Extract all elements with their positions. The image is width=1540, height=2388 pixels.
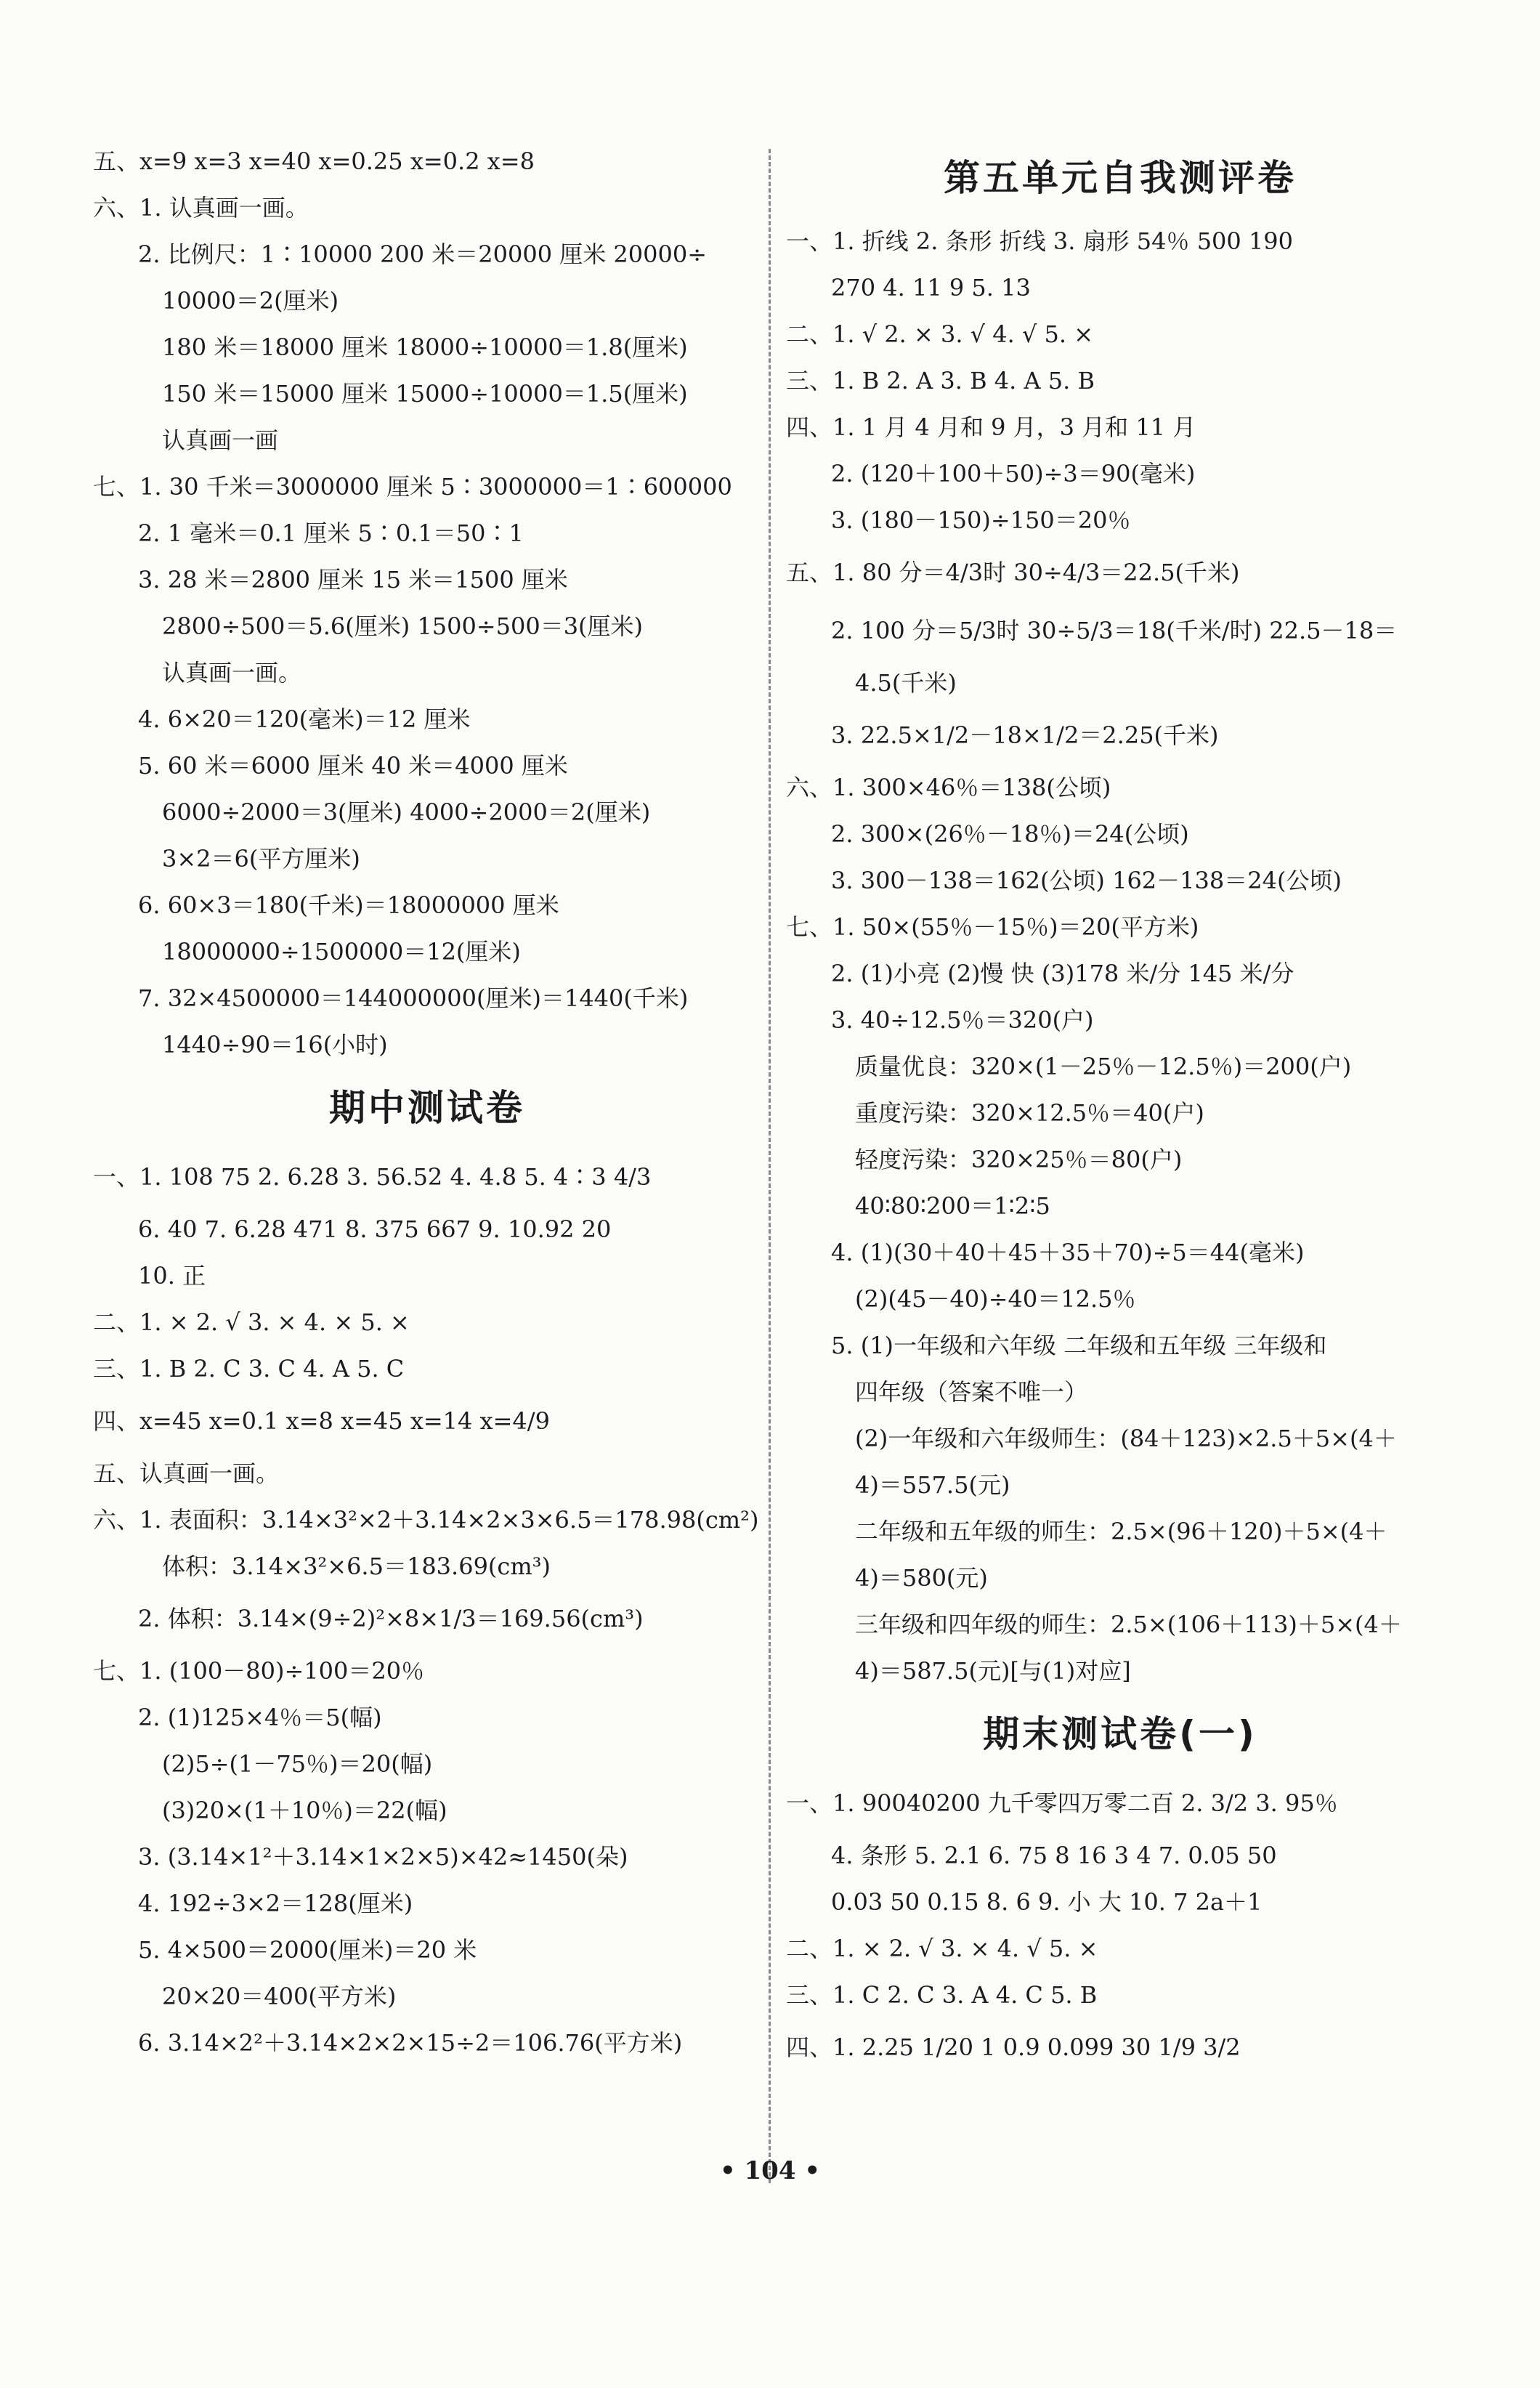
answer-line: 5. 60 米＝6000 厘米 40 米＝4000 厘米 — [138, 752, 568, 780]
answer-line: 三、1. B 2. C 3. C 4. A 5. C — [93, 1355, 405, 1383]
answer-line: 2. 100 分＝5/3时 30÷5/3＝18(千米/时) 22.5－18＝ — [831, 617, 1398, 644]
answer-line: 一、1. 108 75 2. 6.28 3. 56.52 4. 4.8 5. 4∶3 4/3 — [93, 1163, 652, 1191]
answer-line: 六、1. 认真画一画。 — [93, 194, 309, 222]
answer-line: 20×20＝400(平方米) — [162, 1983, 397, 2010]
answer-line: 五、x=9 x=3 x=40 x=0.25 x=0.2 x=8 — [93, 147, 535, 175]
answer-line: 2. (120＋100＋50)÷3＝90(毫米) — [831, 460, 1196, 487]
section-title: 第五单元自我测评卷 — [944, 157, 1297, 199]
answer-line: 5. (1)一年级和六年级 二年级和五年级 三年级和 — [831, 1332, 1327, 1359]
answer-line: 认真画一画。 — [162, 659, 302, 687]
answer-line: 2. 300×(26％－18％)＝24(公顷) — [831, 820, 1189, 848]
answer-line: 四、1. 1 月 4 月和 9 月，3 月和 11 月 — [786, 413, 1196, 441]
answer-line: 4)＝557.5(元) — [855, 1471, 1010, 1499]
answer-line: 七、1. 50×(55％－15％)＝20(平方米) — [786, 913, 1199, 941]
answer-line: 3. 28 米＝2800 厘米 15 米＝1500 厘米 — [138, 566, 568, 594]
answer-line: 2. (1)小亮 (2)慢 快 (3)178 米/分 145 米/分 — [831, 960, 1294, 987]
answer-line: 六、1. 表面积：3.14×3²×2＋3.14×2×3×6.5＝178.98(cm²) — [93, 1506, 759, 1534]
answer-line: 4.5(千米) — [855, 669, 957, 697]
answer-line: 四、1. 2.25 1/20 1 0.9 0.099 30 1/9 3/2 — [786, 2033, 1241, 2061]
answer-line: 6. 3.14×2²＋3.14×2×2×15÷2＝106.76(平方米) — [138, 2029, 683, 2057]
answer-line: 六、1. 300×46％＝138(公顷) — [786, 774, 1111, 801]
answer-line: 3. 40÷12.5％＝320(户) — [831, 1006, 1094, 1034]
answer-line: 4)＝587.5(元)[与(1)对应] — [855, 1657, 1131, 1685]
answer-line: 1440÷90＝16(小时) — [162, 1031, 388, 1059]
answer-line: 2. 体积：3.14×(9÷2)²×8×1/3＝169.56(cm³) — [138, 1605, 644, 1632]
answer-line: 轻度污染：320×25％＝80(户) — [855, 1146, 1183, 1173]
answer-line: (2)一年级和六年级师生：(84＋123)×2.5＋5×(4＋ — [855, 1425, 1397, 1452]
answer-line: 4. 6×20＝120(毫米)＝12 厘米 — [138, 705, 471, 733]
answer-line: 一、1. 90040200 九千零四万零二百 2. 3/2 3. 95％ — [786, 1789, 1338, 1817]
answer-line: 4)＝580(元) — [855, 1564, 988, 1592]
answer-line: 4. 条形 5. 2.1 6. 75 8 16 3 4 7. 0.05 50 — [831, 1842, 1277, 1869]
right-column — [786, 138, 1454, 2076]
answer-line: 质量优良：320×(1－25％－12.5％)＝200(户) — [855, 1053, 1352, 1080]
answer-line: 三、1. B 2. A 3. B 4. A 5. B — [786, 367, 1095, 394]
answer-line: 3. (180－150)÷150＝20％ — [831, 506, 1131, 534]
answer-line: 一、1. 折线 2. 条形 折线 3. 扇形 54％ 500 190 — [786, 227, 1294, 255]
answer-line: 七、1. (100－80)÷100＝20％ — [93, 1657, 425, 1685]
answer-line: 认真画一画 — [162, 426, 279, 454]
answer-line: (2)(45－40)÷40＝12.5％ — [855, 1285, 1136, 1313]
answer-line: 2. 比例尺：1∶10000 200 米＝20000 厘米 20000÷ — [138, 240, 708, 268]
answer-line: 5. 4×500＝2000(厘米)＝20 米 — [138, 1936, 477, 1964]
answer-line: 3. 300－138＝162(公顷) 162－138＝24(公顷) — [831, 867, 1342, 894]
answer-line: 150 米＝15000 厘米 15000÷10000＝1.5(厘米) — [162, 380, 688, 408]
answer-line: 18000000÷1500000＝12(厘米) — [162, 938, 521, 966]
answer-line: 6000÷2000＝3(厘米) 4000÷2000＝2(厘米) — [162, 798, 651, 826]
answer-line: 2. 1 毫米＝0.1 厘米 5∶0.1＝50∶1 — [138, 519, 524, 547]
left-column — [93, 138, 761, 2066]
answer-line: 二年级和五年级的师生：2.5×(96＋120)＋5×(4＋ — [855, 1518, 1387, 1545]
answer-line: 0.03 50 0.15 8. 6 9. 小 大 10. 7 2a＋1 — [831, 1888, 1263, 1916]
answer-line: 四、x=45 x=0.1 x=8 x=45 x=14 x=4/9 — [93, 1407, 550, 1435]
answer-line: 重度污染：320×12.5％＝40(户) — [855, 1099, 1204, 1127]
section-title: 期中测试卷 — [329, 1087, 525, 1129]
answer-line: 3×2＝6(平方厘米) — [162, 845, 360, 873]
answer-line: 2. (1)125×4％＝5(幅) — [138, 1704, 382, 1731]
answer-line: 180 米＝18000 厘米 18000÷10000＝1.8(厘米) — [162, 333, 688, 361]
answer-line: 四年级（答案不唯一） — [855, 1378, 1088, 1406]
answer-line: 4. (1)(30＋40＋45＋35＋70)÷5＝44(毫米) — [831, 1239, 1305, 1266]
page-number: • 104 • — [719, 2156, 821, 2185]
answer-line: 10. 正 — [138, 1262, 206, 1290]
answer-line: (2)5÷(1－75％)＝20(幅) — [162, 1750, 433, 1778]
answer-line: (3)20×(1＋10％)＝22(幅) — [162, 1797, 447, 1824]
answer-line: 4. 192÷3×2＝128(厘米) — [138, 1890, 413, 1917]
answer-line: 3. (3.14×1²＋3.14×1×2×5)×42≈1450(朵) — [138, 1843, 628, 1871]
answer-line: 40∶80∶200＝1∶2∶5 — [855, 1192, 1050, 1220]
answer-line: 体积：3.14×3²×6.5＝183.69(cm³) — [162, 1553, 551, 1580]
answer-line: 10000＝2(厘米) — [162, 287, 339, 315]
answer-line: 7. 32×4500000＝144000000(厘米)＝1440(千米) — [138, 984, 689, 1012]
answer-line: 6. 60×3＝180(千米)＝18000000 厘米 — [138, 891, 559, 919]
answer-line: 二、1. × 2. √ 3. × 4. × 5. × — [93, 1308, 410, 1336]
answer-line: 七、1. 30 千米＝3000000 厘米 5∶3000000＝1∶600000 — [93, 473, 732, 501]
answer-line: 二、1. × 2. √ 3. × 4. √ 5. × — [786, 1935, 1098, 1962]
answer-line: 三年级和四年级的师生：2.5×(106＋113)＋5×(4＋ — [855, 1611, 1402, 1638]
section-title: 期末测试卷(一) — [983, 1713, 1257, 1755]
answer-line: 二、1. √ 2. × 3. √ 4. √ 5. × — [786, 320, 1094, 348]
answer-line: 2800÷500＝5.6(厘米) 1500÷500＝3(厘米) — [162, 612, 644, 640]
column-divider — [769, 149, 771, 2183]
answer-line: 3. 22.5×1/2－18×1/2＝2.25(千米) — [831, 721, 1219, 749]
answer-line: 五、1. 80 分＝4/3时 30÷4/3＝22.5(千米) — [786, 559, 1240, 586]
answer-line: 6. 40 7. 6.28 471 8. 375 667 9. 10.92 20 — [138, 1215, 612, 1243]
answer-line: 270 4. 11 9 5. 13 — [831, 274, 1031, 301]
answer-line: 三、1. C 2. C 3. A 4. C 5. B — [786, 1981, 1098, 2009]
answer-line: 五、认真画一画。 — [93, 1460, 280, 1487]
